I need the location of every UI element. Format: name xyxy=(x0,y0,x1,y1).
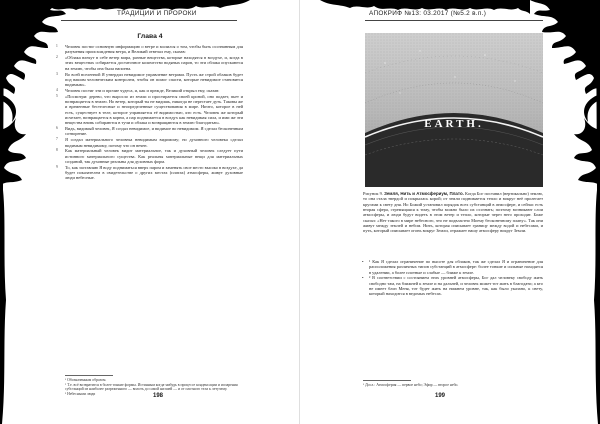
verse-number: 9 xyxy=(56,164,58,169)
earth-figure xyxy=(365,33,543,187)
footnote-rule-right xyxy=(363,380,411,381)
verse xyxy=(56,164,243,181)
verse-number: 3 xyxy=(56,71,58,76)
verse-text: Во всей вселенной Я утвердил невидимое управление ветрами. Пусть же строй облаков будет под вашим человеческим контролем, чтобы он помог спасти, которые невидимое становится видимым». xyxy=(65,71,243,88)
figure-caption xyxy=(363,191,543,234)
earth-illustration xyxy=(365,33,543,187)
verse-text: Я создал материального человека невидимым видимому; но духовного человека сделал видимым невидимому, потому что он вечен. xyxy=(65,137,243,148)
verse-text: «Облака влекут в себе ветер мира, разные вещества, которые находятся в воздухе, и, когда в этих веществах собирается достаточное количество водяных паров, то эти облака опускаются на землю, чтобы она была напоена. xyxy=(65,55,243,71)
verse-text: Человек постиг эти и прочие чудеса, и, как и прежде, Великий открыл ему, сказав: xyxy=(65,87,220,93)
caption-title: Земля, Нить и Атмосфериум, Плато. xyxy=(384,191,464,196)
verse xyxy=(56,126,243,137)
figure-label: EARTH. xyxy=(424,118,484,130)
verse-text: То, как заставляю Я воду подниматься вверх паром и заменять свое место высоко в воздухе, да будет показателем в свидетельстве о других местах (платах) атмосферы, живут духовные люди небесные. xyxy=(65,164,243,181)
verse-number: 5 xyxy=(56,93,58,98)
verse-number: 6 xyxy=(56,126,58,131)
caption-prefix: Рисунок 9. xyxy=(363,191,383,196)
verse xyxy=(56,55,243,71)
verse-text: Человек постиг основную информацию о ветре и молился о том, чтобы быть осознанным для разумения происхождения ветра, и Великий отвечал ему, сказав: xyxy=(65,44,243,55)
footnote: ¹ Обозначенным образом. xyxy=(65,378,107,382)
footnote-rule-left xyxy=(65,375,113,376)
verse-number: 7 xyxy=(56,137,58,142)
footnote: ² Т.е. всё возвратится в более тонкие формы. Истинным когда-нибудь в процессе конденсации и испарения субстанций из наиболее разреженного — вплоть до самой низшей — и от плотного тела к летучему. xyxy=(65,382,238,392)
bullet-mark: • xyxy=(362,259,364,264)
verse xyxy=(56,137,243,148)
running-head-left: ТРАДИЦИИ И ПРОРОКИ xyxy=(117,10,197,17)
paragraph-text: ² В соответствии с состоянием этих уровней атмосферы, Бог дал человеку свободу жить свободно там, на ближней к земле и на дальней, и человек может тот жить в благодати; а кто не имеет близ Меня, тот будет жить на нижнем уровне, так, как было указано, к свету, который находится в ведомых небесах. xyxy=(369,275,543,297)
verse xyxy=(56,71,243,88)
verse xyxy=(56,87,243,93)
right-body-text xyxy=(362,259,543,297)
verse-number: 2 xyxy=(56,55,58,60)
paragraph-text: ¹ Как Я сделал ограничение по высоте для облаков, так же сделал Я и ограничение для расположения различных типов субстанций в атмосфере: более тонкие и сильные находятся в удалении, а более плотные и слабые — ближе к земле. xyxy=(369,259,543,275)
right-footnotes xyxy=(363,383,543,388)
page-number-left: 198 xyxy=(153,393,164,399)
right-page xyxy=(300,0,600,424)
bullet-paragraph xyxy=(362,275,543,297)
running-head-right: АПОКРИФ №13: 03.2017 (№5.2 в.п.) xyxy=(369,10,487,17)
verse xyxy=(56,148,243,164)
verse xyxy=(56,93,243,126)
page-number-right: 199 xyxy=(435,393,446,399)
left-corner-ornament xyxy=(0,0,70,424)
footnote: ³ Небесными люди xyxy=(65,391,96,396)
footnote: ¹ Досл.: Атмосферия — первое небо; Эфир — второе небо. xyxy=(363,383,459,387)
header-rule-left xyxy=(61,20,237,21)
caption-text: Когда Бог поставил (вертикально) землю, то она стала твердой и покрылась корой; от земли поднимается тепло и вокруг неё пролегает кругами к свету дня. Но Божий установил порядок всех субстанций в атмосфере, и сейчас есть вторая сфера, стремящаяся к тому, чтобы можно было их осознать; поэтому возникают слои атмосферы, и люди будут видеть в этом ветер и тепло, которые через него проходят. Боже сказал: «Нет такого в мире небесного, что не подвластно Моему бесконечному плану». Так они живут между землей и небом. Нить, которая описывает границу между водой и небесами, и путь, который описывает огонь вокруг Земли, отражает нашу атмосферу вокруг Земли. xyxy=(363,191,543,234)
verse-text: Видь, видимый человек, Я создал невидимое, и видимое во невидимом. Я сделал бесконечным сотворение. xyxy=(65,126,243,137)
header-rule-right xyxy=(365,20,543,21)
verse-text: Как материальный человек видит материальное, так и духовный человек следует пути истинного материального существа. Как реальны материальные вещи для материальных созданий, так духовные реальны для духовных форм. xyxy=(65,148,243,164)
bullet-paragraph xyxy=(362,259,543,275)
verse-number: 4 xyxy=(56,87,58,92)
bullet-mark: • xyxy=(362,275,364,281)
verse xyxy=(56,44,243,55)
verse-number: 1 xyxy=(56,44,58,48)
verse-text: «Посмотри: дерево, что выросло из земли и простирается своей кроной, оно подает, пьет и возвращается в землю. Но ветер, который ты не видишь, никогда не перестает дуть. Таковы же и временные бестелесные и неопределенные существования в мире. Ничто, которое в ней есть, существует в теле, которое управляется её видимостью, кто есть. Человек же который исчезает, возвращается в корни, а пар поднимается в воздух как невидимая сила, и ими же эти вещества вновь собираются в тучи и облака и возвращаются в землю благодатью». xyxy=(65,93,243,126)
verse-number: 8 xyxy=(56,148,58,153)
left-body-text xyxy=(56,44,243,181)
chapter-title: Глава 4 xyxy=(137,33,163,40)
